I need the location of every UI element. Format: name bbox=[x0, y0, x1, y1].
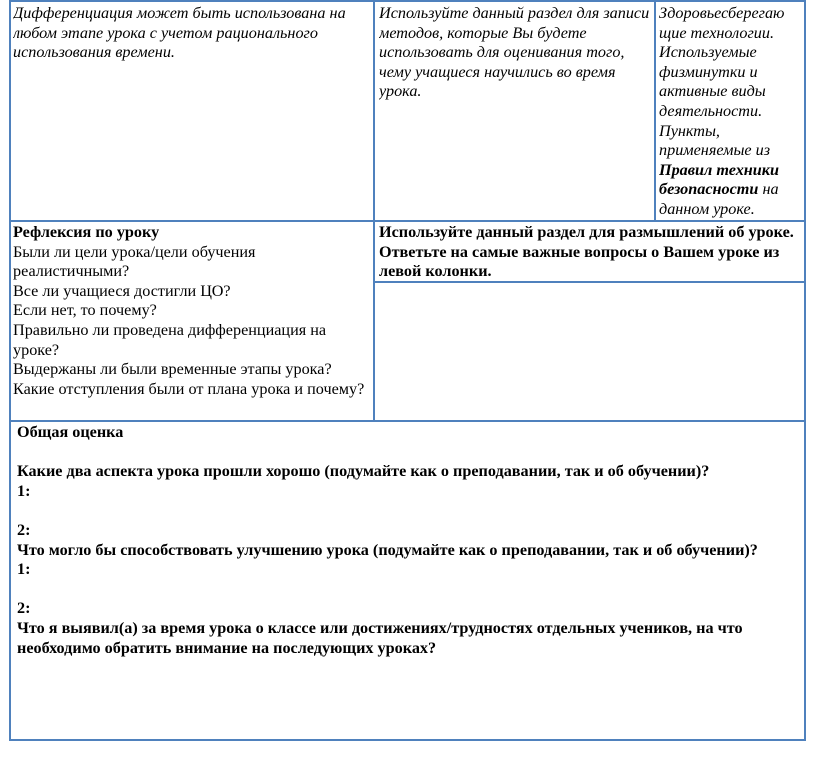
answer-number: 1: bbox=[17, 560, 31, 579]
assessment-text: Используйте данный раздел для записи методов, которые Вы будете использовать для оценивания того, чему учащиеся научились во время урока. bbox=[379, 4, 650, 101]
reflection-instruction-cell bbox=[379, 223, 802, 282]
border-left bbox=[9, 0, 11, 741]
overall-cell bbox=[17, 423, 799, 658]
reflection-question: Все ли учащиеся достигли ЦО? bbox=[13, 281, 231, 300]
overall-question-3: Что я выявил(а) за время урока о классе или достижениях/трудностях отдельных учеников, на что необходимо обратить внимание на последующих уроках? bbox=[17, 618, 743, 657]
health-text-part1: Здоровьесберегаю щие технологии. Используемые физминутки и активные виды деятельности. Пункты, применяемые из bbox=[659, 4, 785, 160]
border-right bbox=[804, 0, 806, 741]
overall-title: Общая оценка bbox=[17, 423, 124, 441]
assessment-cell bbox=[379, 4, 651, 102]
reflection-question: Выдержаны ли были временные этапы урока? bbox=[13, 360, 332, 379]
reflection-cell bbox=[13, 223, 371, 399]
lesson-plan-table bbox=[9, 0, 806, 741]
reflection-question: Если нет, то почему? bbox=[13, 301, 157, 320]
reflection-question: Какие отступления были от плана урока и почему? bbox=[13, 379, 365, 398]
divider-col2 bbox=[654, 0, 656, 222]
health-cell bbox=[659, 4, 802, 220]
answer-number: 2: bbox=[17, 599, 31, 618]
reflection-answer-area[interactable] bbox=[375, 283, 804, 420]
answer-number: 1: bbox=[17, 481, 31, 500]
health-text bbox=[659, 4, 802, 220]
divider-row1 bbox=[9, 220, 806, 222]
reflection-instruction: Используйте данный раздел для размышлений об уроке. Ответьте на самые важные вопросы о Вашем уроке из левой колонки. bbox=[379, 223, 794, 281]
divider-row2 bbox=[9, 420, 806, 422]
reflection-question: Правильно ли проведена дифференциация на уроке? bbox=[13, 320, 327, 359]
reflection-question: Были ли цели урока/цели обучения реалистичными? bbox=[13, 242, 256, 281]
differentiation-cell bbox=[13, 4, 371, 63]
border-bottom bbox=[9, 739, 806, 741]
answer-number: 2: bbox=[17, 520, 31, 539]
border-top bbox=[9, 0, 806, 2]
health-text-bold: Правил техники безопасности bbox=[659, 160, 780, 199]
overall-question-2: Что могло бы способствовать улучшению урока (подумайте как о преподавании, так и об обучении)? bbox=[17, 540, 758, 559]
differentiation-text: Дифференциация может быть использована на любом этапе урока с учетом рационального использования времени. bbox=[13, 4, 346, 62]
health-text-part2: на данном уроке. bbox=[659, 180, 779, 218]
reflection-title: Рефлексия по уроку bbox=[13, 223, 160, 241]
overall-question-1: Какие два аспекта урока прошли хорошо (подумайте как о преподавании, так и об обучении)? bbox=[17, 462, 710, 481]
